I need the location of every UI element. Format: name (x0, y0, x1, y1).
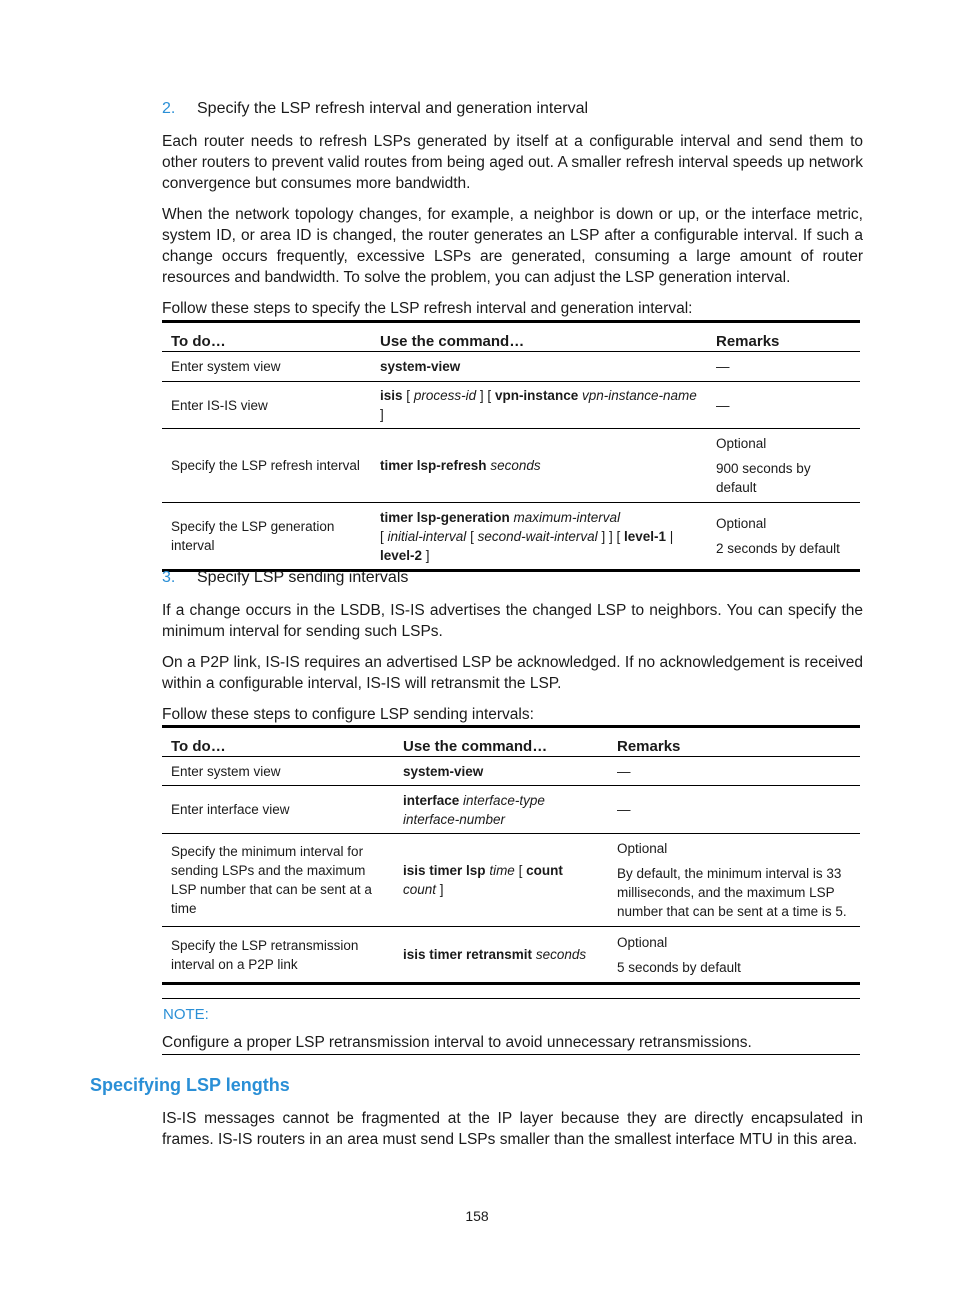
keyword: level-2 (380, 547, 423, 563)
cell-todo: Enter IS-IS view (162, 382, 371, 429)
table2-intro: Follow these steps to configure LSP sending intervals: (162, 706, 534, 723)
cell-todo: Enter system view (162, 757, 394, 786)
keyword: system-view (380, 359, 461, 374)
keyword: level-1 (624, 528, 667, 544)
remarks-default: 2 seconds by default (716, 541, 840, 556)
column-header-command: Use the command… (394, 727, 608, 757)
cell-todo: Specify the LSP refresh interval (162, 429, 371, 503)
argument: count (403, 882, 437, 897)
column-header-todo: To do… (162, 322, 371, 352)
cell-command (394, 757, 608, 786)
bracket: ] ] (601, 528, 613, 544)
table-row (162, 352, 860, 382)
argument: seconds (535, 947, 587, 962)
argument: process-id (413, 388, 477, 403)
bracket: [ (518, 863, 523, 878)
note-label: NOTE: (163, 1006, 209, 1023)
column-header-remarks: Remarks (707, 322, 860, 352)
lsp-sending-table (162, 725, 860, 985)
cell-command (394, 927, 608, 984)
table-row (162, 927, 860, 984)
step-text: Specify LSP sending intervals (197, 569, 409, 586)
table-row (162, 757, 860, 786)
keyword: vpn-instance (494, 388, 579, 403)
remarks-optional: Optional (716, 516, 767, 531)
cell-remarks (608, 927, 860, 984)
cell-command (394, 834, 608, 927)
step-2 (162, 100, 588, 118)
step-number: 2. (162, 100, 176, 117)
step-3 (162, 569, 408, 587)
argument: time (489, 863, 515, 878)
table1-intro: Follow these steps to specify the LSP refresh interval and generation interval: (162, 300, 693, 317)
keyword: timer lsp-generation (380, 509, 510, 525)
argument: maximum-interval (513, 509, 621, 525)
bracket: ] (439, 882, 444, 897)
cell-command (371, 382, 707, 429)
cell-todo: Enter system view (162, 352, 371, 382)
remarks-optional: Optional (716, 436, 767, 451)
cell-remarks (608, 834, 860, 927)
argument: initial-interval (387, 528, 467, 544)
column-header-command: Use the command… (371, 322, 707, 352)
cell-remarks (707, 429, 860, 503)
cell-command (394, 786, 608, 834)
cell-command (371, 503, 707, 571)
table-header (162, 727, 860, 757)
remarks-optional: Optional (617, 841, 668, 856)
argument: interface-number (403, 811, 506, 827)
paragraph-generation: When the network topology changes, for example, a neighbor is down or up, or the interface metric, system ID, or area ID is changed, the router generates an LSP after a configurable interval. If such a change occurs frequently, excessive LSPs are generated, consuming a large amount of router resources and bandwidth. To solve the problem, you can adjust the LSP generation interval. (162, 206, 863, 286)
bracket: ] (425, 547, 430, 563)
bracket: [ (380, 528, 384, 544)
paragraph-lsdb: If a change occurs in the LSDB, IS-IS advertises the changed LSP to neighbors. You can specify the minimum interval for sending such LSPs. (162, 602, 863, 640)
separator: | (669, 528, 674, 544)
argument: seconds (490, 458, 541, 473)
cell-todo: Specify the LSP generation interval (162, 503, 371, 571)
page-number: 158 (465, 1208, 489, 1224)
paragraph-lsp-lengths: IS-IS messages cannot be fragmented at the IP layer because they are directly encapsulated in frames. IS-IS routers in an area must send LSPs smaller than the smallest interface MTU in this area. (162, 1110, 863, 1148)
argument: interface-type (463, 792, 545, 808)
bracket: [ (406, 388, 411, 403)
bracket: [ (616, 528, 621, 544)
keyword: count (526, 863, 563, 878)
step-number: 3. (162, 569, 176, 586)
cell-remarks: — (707, 352, 860, 382)
note-divider (162, 998, 860, 999)
table-row (162, 382, 860, 429)
step-text: Specify the LSP refresh interval and generation interval (197, 100, 589, 117)
remarks-default: By default, the minimum interval is 33 milliseconds, and the maximum LSP number that can be sent at a time is 5. (617, 866, 847, 919)
bracket: [ (487, 388, 492, 403)
paragraph-p2p: On a P2P link, IS-IS requires an advertised LSP be acknowledged. If no acknowledgement is received within a configurable interval, IS-IS will retransmit the LSP. (162, 654, 863, 692)
lsp-interval-table (162, 320, 860, 572)
remarks-default: 5 seconds by default (617, 959, 741, 975)
column-header-todo: To do… (162, 727, 394, 757)
column-header-remarks: Remarks (608, 727, 860, 757)
keyword: system-view (403, 763, 484, 779)
note-text: Configure a proper LSP retransmission interval to avoid unnecessary retransmissions. (162, 1034, 860, 1055)
bracket: ] (380, 407, 384, 422)
cell-command (371, 429, 707, 503)
cell-todo: Specify the minimum interval for sending LSPs and the maximum LSP number that can be sent at a time (162, 834, 394, 927)
keyword: timer lsp-refresh (380, 458, 487, 473)
cell-todo: Enter interface view (162, 786, 394, 834)
keyword: isis (380, 388, 403, 403)
remarks-default: 900 seconds by default (716, 461, 811, 495)
table-header (162, 322, 860, 352)
remarks-optional: Optional (617, 934, 668, 950)
bracket: [ (470, 528, 474, 544)
cell-todo: Specify the LSP retransmission interval on a P2P link (162, 927, 394, 984)
cell-remarks: — (707, 382, 860, 429)
cell-remarks: — (608, 757, 860, 786)
paragraph-refresh: Each router needs to refresh LSPs generated by itself at a configurable interval and send them to other routers to prevent valid routes from being aged out. A smaller refresh interval speeds up network convergence but consumes more bandwidth. (162, 133, 863, 192)
section-heading: Specifying LSP lengths (90, 1075, 290, 1095)
table-row (162, 503, 860, 571)
keyword: isis timer lsp (403, 863, 486, 878)
table-row (162, 786, 860, 834)
cell-remarks: — (608, 786, 860, 834)
cell-command (371, 352, 707, 382)
cell-remarks (707, 503, 860, 571)
table-row (162, 429, 860, 503)
table-row (162, 834, 860, 927)
keyword: interface (403, 792, 460, 808)
bracket: ] (479, 388, 484, 403)
argument: second-wait-interval (477, 528, 598, 544)
keyword: isis timer retransmit (403, 947, 533, 962)
argument: vpn-instance-name (581, 388, 697, 403)
